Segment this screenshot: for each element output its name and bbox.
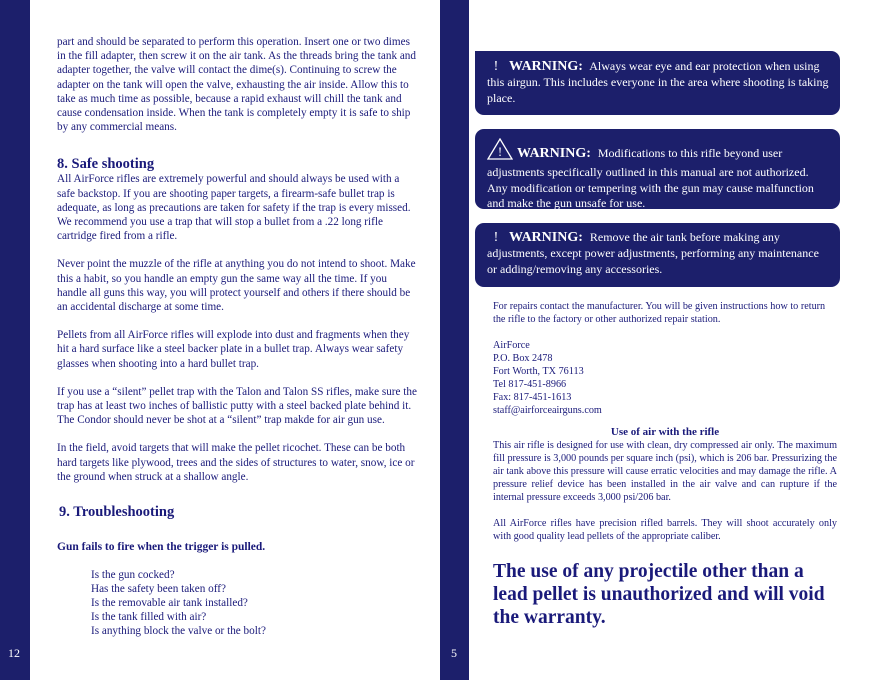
section-9-heading: 9. Troubleshooting [59, 504, 175, 521]
repairs-paragraph: For repairs contact the manufacturer. You will be given instructions how to return the rifle to the factory or other authorized repair station. [493, 301, 826, 325]
left-margin-bar [0, 0, 30, 680]
warranty-notice: The use of any projectile other than a lead pellet is unauthorized and will void the warranty. [493, 561, 825, 628]
air-use-paragraph-1: This air rifle is designed for use with clean, dry compressed air only. The maximum fill pressure is 3,000 pounds per square inch (psi), which is 206 bar. Pressurizing the air tank above this pressure will cause erratic velocities and may damage the rifle. A pressure relief device has been installed in the air valve and can rupture if the internal pressure exceeds 3,000 psi/206 bar. [493, 440, 837, 503]
center-gutter-bar [440, 0, 469, 680]
warning-text: Remove the air tank before making any adjustments, except power adjustments, performing any maintenance or adding/removing any accessories. [487, 230, 819, 276]
warning-box-modifications [475, 129, 840, 209]
air-use-paragraph-2: All AirForce rifles have precision rifled barrels. They will shoot accurately only with good quality lead pellets of the appropriate caliber. [493, 518, 837, 542]
warning-text: Always wear eye and ear protection when using this airgun. This includes everyone in the area where shooting is taking place. [487, 59, 829, 105]
phone: Tel 817-451-8966 [493, 379, 567, 390]
fax: Fax: 817-451-1613 [493, 392, 572, 403]
email: staff@airforceairguns.com [493, 405, 602, 416]
po-box: P.O. Box 2478 [493, 353, 553, 364]
checklist-item: Is the tank filled with air? [91, 611, 207, 624]
safe-shooting-paragraph-2: Never point the muzzle of the rifle at anything you do not intend to shoot. Make this a habit, so you handle an empty gun the same way all the time. If you handle all guns this way, you will protect yourself and others if there should be an accidental discharge at some time. [57, 258, 416, 314]
checklist-item: Is anything block the valve or the bolt? [91, 625, 266, 638]
svg-text:!: ! [497, 144, 503, 159]
safe-shooting-paragraph-1: All AirForce rifles are extremely powerful and should always be used with a safe backstop. If you are shooting paper targets, a firearm-safe bullet trap is adequate, as long as precautions are taken for safety if the trap is every missed. We recommend you use a trap that will stop a bullet from a .22 long rifle cartridge fired from a rifle. [57, 173, 411, 243]
safe-shooting-paragraph-4: If you use a “silent” pellet trap with the Talon and Talon SS rifles, make sure the trap has at least two inches of ballistic putty with a steel backed plate behind it. The Condor should never be shot at a “silent” trap makde for air gun use. [57, 385, 417, 427]
left-page-content [57, 35, 417, 638]
checklist-item: Has the safety been taken off? [91, 583, 226, 596]
section-8-heading: 8. Safe shooting [57, 156, 155, 173]
manufacturer-address [493, 339, 837, 417]
warning-box-remove-tank [475, 223, 840, 287]
exclamation-icon: ! [493, 230, 499, 245]
air-use-heading: Use of air with the rifle [610, 426, 720, 438]
warning-box-eye-protection [475, 51, 840, 115]
troubleshooting-question: Gun fails to fire when the trigger is pulled. [57, 541, 266, 554]
checklist-item: Is the gun cocked? [91, 569, 175, 582]
city: Fort Worth, TX 76113 [493, 366, 584, 377]
page-number-left: 12 [8, 646, 20, 660]
warning-label: WARNING: [509, 230, 583, 245]
warning-label: WARNING: [509, 59, 583, 74]
page-number-right: 5 [451, 646, 457, 660]
troubleshooting-checklist [91, 568, 417, 638]
warning-triangle-icon [487, 138, 513, 165]
exclamation-icon: ! [493, 59, 499, 74]
warning-text: Modifications to this rifle beyond user adjustments specifically outlined in this manual are not authorized. Any modification or tempering with the gun may cause malfunction and make the gun unsafe for use. [487, 146, 814, 211]
safe-shooting-paragraph-3: Pellets from all AirForce rifles will explode into dust and fragments when they hit a hard surface like a steel backer plate in a bullet trap. Always wear safety glasses when shooting into a hard bullet trap. [57, 329, 410, 370]
checklist-item: Is the removable air tank installed? [91, 597, 248, 610]
safe-shooting-paragraph-5: In the field, avoid targets that will make the pellet ricochet. These can be both hard targets like plywood, trees and the sides of structures to water, snow, ice or the ground when struck at a shallow angle. [57, 442, 415, 483]
company-name: AirForce [493, 340, 530, 351]
warning-label: WARNING: [517, 146, 591, 161]
right-page-content [493, 300, 837, 543]
intro-paragraph: part and should be separated to perform this operation. Insert one or two dimes in the fill adapter, then screw it on the air tank. As the threads bring the tank and adapter together, the valve will contact the dime(s). Continuing to screw the adapter on the tank will open the valve, exhausting the air inside. Allow this to take as much time as possible, because a rapid exhaust will chill the tank and cause condensation inside. When the tank is completely empty it is safe to ship by any commercial means. [57, 36, 416, 134]
